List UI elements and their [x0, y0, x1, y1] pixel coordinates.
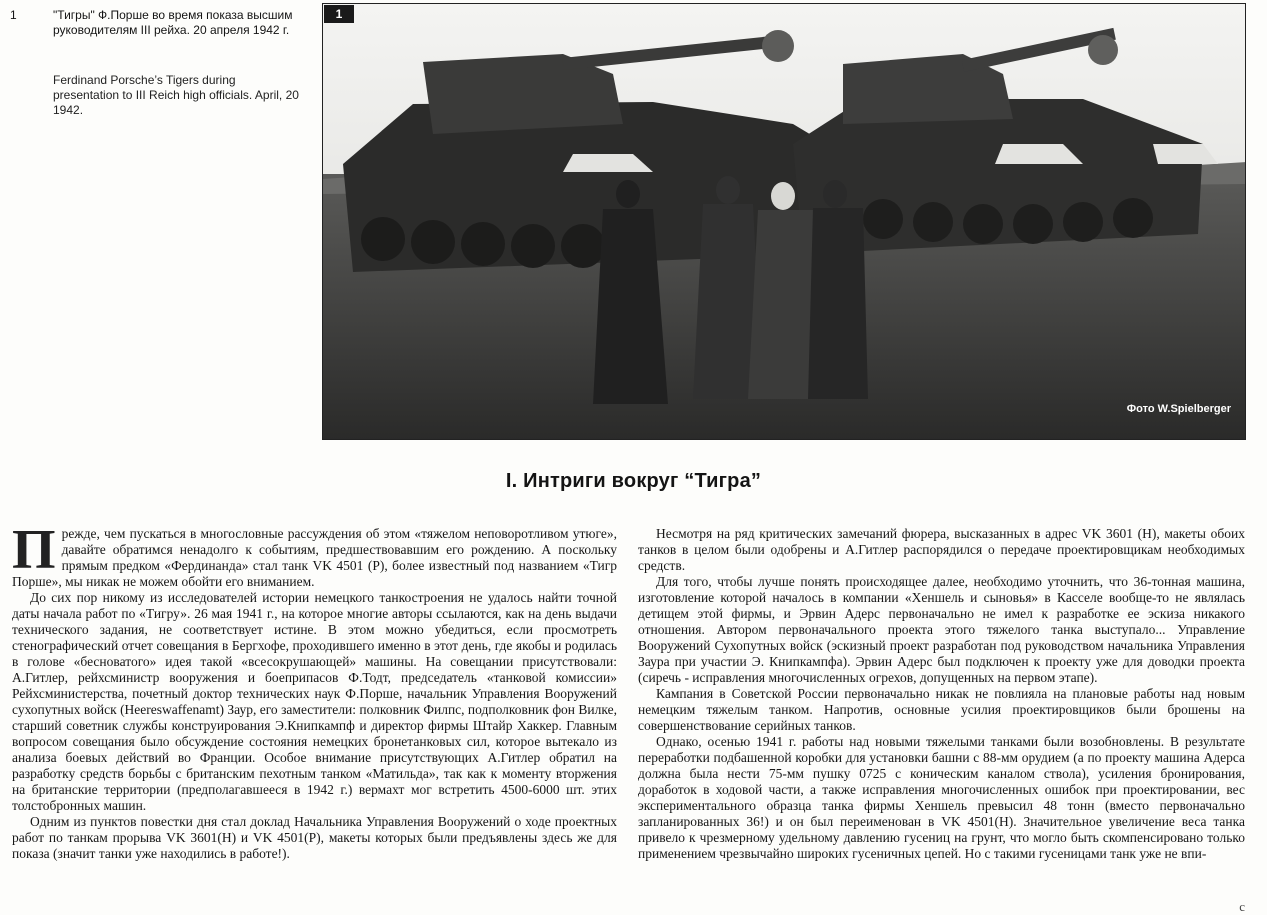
photo-number-badge: 1 — [324, 5, 354, 23]
paragraph: Кампания в Советской России первоначально никак не повлияла на плановые работы над новым немецким тяжелым танком. Напротив, основные усилия проектировщиков были брошены на совершенствование серийных танков. — [638, 686, 1245, 733]
paragraph: режде, чем пускаться в многословные рассуждения об этом «тяжелом неповоротливом утюге», давайте обратимся ненадолго к событиям, предшествовавшим его рождению. А поскольку прямым предком «Фердинанда» стал танк VK 4501 (P), более известный под названием «Тигр Порше», мы никак не можем обойти его вниманием. — [12, 526, 617, 589]
text-column-right — [638, 526, 1245, 862]
chapter-title: I. Интриги вокруг “Тигра” — [505, 470, 762, 492]
caption-russian: "Тигры" Ф.Порше во время показа высшим руководителям III рейха. 20 апреля 1942 г. — [53, 8, 293, 37]
caption-english: Ferdinand Porsche’s Tigers during presentation to III Reich high officials. April, 20 1942. — [53, 73, 299, 117]
paragraph: Для того, чтобы лучше понять происходящее далее, необходимо уточнить, что 36-тонная машина, изготовление которой началось в компании «Хеншель и сыновья» в Касселе вообще-то не являлась детищем этой фирмы, и Эрвин Адерс первоначально не имел к разработке ее эскиза никакого отношения. Автором первоначального проекта этого тяжелого танка выступало... Управление Вооружений Сухопутных войск (эскизный проект разработан под руководством начальника Управления Заура при участии Э. Книпкампфа). Эрвин Адерс был подключен к проекту уже для доводки проекта (сиречь - исправления многочисленных огрехов, допущенных на первом этапе). — [638, 574, 1245, 685]
text-column-left — [12, 519, 617, 862]
tank-photo — [322, 3, 1246, 440]
paragraph: Однако, осенью 1941 г. работы над новыми тяжелыми танками были возобновлены. В результате переработки подбашенной коробки для установки башни с 88-мм орудием (а по проекту машина Адерса должна была нести 75-мм пушку 0725 с коническим каналом ствола), усиления бронирования, доработок в ходовой части, а также исправления многочисленных ошибок при проектировании, вес экспериментального образца танка фирмы Хеншель превысил 48 тонн (вместо первоначально запланированных 36!) и он был переименован в VK 4501(H). Значительное увеличение веса танка привело к чрезмерному удельному давлению гусениц на грунт, что могло быть скомпенсировано только применением чрезвычайно широких гусеничных цепей. Но с такими гусеницами танк уже не впи- — [638, 734, 1245, 861]
paragraph: Несмотря на ряд критических замечаний фюрера, высказанных в адрес VK 3601 (H), макеты обоих танков в целом были одобрены и А.Гитлер распорядился о передаче проектировщикам необходимых средств. — [638, 526, 1245, 573]
paragraph: До сих пор никому из исследователей истории немецкого танкостроения не удалось найти точной даты начала работ по «Тигру». 26 мая 1941 г., на которое многие авторы ссылаются, как на день выдачи технического задания, не соответствует истине. В этом можно убедиться, если просмотреть стенографический отчет совещания в Бергхофе, проходившего именно в этот день, где якобы и родилась в голове «бесноватого» идея такой «всесокрушающей» машины. На совещании присутствовали: А.Гитлер, рейхсминистр вооружения и боеприпасов Ф.Тодт, председатель «танковой комиссии» Рейхсминистерства, почетный доктор технических наук Ф.Порше, начальник Управления Вооружений сухопутных войск (Heereswaffenamt) Заур, его заместители: полковник Филпс, подполковник фон Вилке, старший советник службы конструирования Э.Книпкампф и директор фирмы Штайр Хаккер. Главным вопросом совещания было обсуждение состояния немецких бронетанковых сил, которое вытекало из анализа боевых действий во Франции. Особое внимание присутствующих А.Гитлер обратил на разработку средств борьбы с британским пехотным танком «Матильда», так как к моменту вторжения на британские территории (предполагавшееся в 1942 г.) вермахт мог встретить 4500-6000 шт. этих толстобронных машин. — [12, 590, 617, 813]
paragraph: Одним из пунктов повестки дня стал доклад Начальника Управления Вооружений о ходе проектных работ по танкам прорыва VK 3601(H) и VK 4501(P), макеты которых были предъявлены здесь же для показа (значит танки уже находились в работе!). — [12, 814, 617, 861]
officials-group — [593, 176, 868, 404]
drop-cap: П — [12, 519, 56, 581]
photo-credit: Фото W.Spielberger — [1126, 403, 1231, 415]
page-corner-mark: с — [1239, 899, 1245, 914]
tank-photo-illustration — [323, 4, 1246, 440]
figure-number: 1 — [10, 8, 17, 22]
